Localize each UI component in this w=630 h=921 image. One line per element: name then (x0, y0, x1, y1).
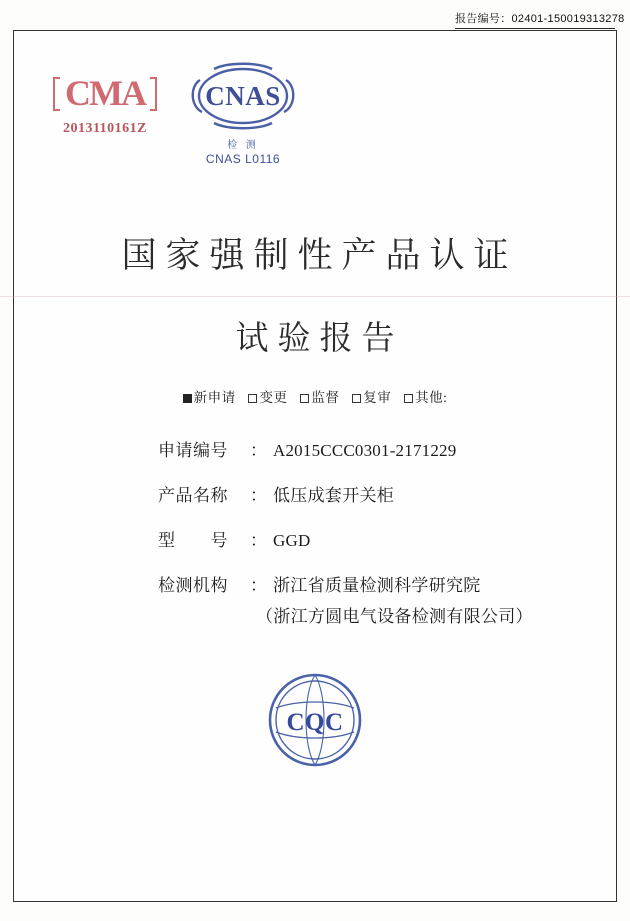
field-label: 产品名称 (158, 486, 228, 505)
application-type-option-4[interactable] (404, 386, 447, 406)
field-product-name (158, 481, 578, 506)
field-value: GGD (273, 531, 311, 550)
cma-logo-icon (65, 75, 145, 111)
report-number-label: 报告编号： (455, 13, 512, 25)
application-type-option-0[interactable] (183, 386, 236, 406)
cma-mark (45, 75, 165, 137)
field-value: 低压成套开关柜 (273, 486, 395, 505)
application-type-option-1[interactable] (248, 386, 287, 406)
document-subtitle: 试验报告 (235, 321, 404, 357)
cma-code: 2013110161Z (62, 121, 148, 136)
option-label: 变更 (259, 390, 288, 405)
field-testing-organization (158, 571, 578, 596)
cnas-id: CNAS L0116 (205, 152, 281, 166)
application-type-option-2[interactable] (300, 386, 339, 406)
field-value: 浙江省质量检测科学研究院 (273, 576, 481, 595)
checkbox-icon[interactable] (248, 394, 257, 403)
application-type-option-3[interactable] (352, 386, 391, 406)
option-label: 新申请 (193, 390, 236, 405)
checkbox-icon[interactable] (404, 394, 413, 403)
application-type-row (0, 386, 630, 406)
field-value: A2015CCC0301-2171229 (273, 441, 457, 460)
cnas-logo-icon (184, 60, 302, 138)
cnas-mark (178, 60, 308, 166)
svg-text:CQC: CQC (286, 709, 344, 736)
cnas-sub-text: 检 测 (227, 140, 259, 151)
cma-logo-text: CMA (65, 73, 145, 113)
field-label: 型 号 (158, 531, 228, 550)
document-title: 国家强制性产品认证 (121, 236, 518, 275)
scan-artifact-line (0, 296, 630, 297)
field-label: 检测机构 (158, 576, 228, 595)
option-label: 其他: (415, 390, 448, 405)
report-number (455, 10, 625, 29)
field-application-number (158, 436, 578, 461)
cma-bracket-right-icon (150, 77, 157, 111)
field-testing-organization-secondary: （浙江方圆电气设备检测有限公司） (256, 607, 533, 626)
cma-bracket-left-icon (53, 77, 60, 111)
option-label: 复审 (363, 390, 392, 405)
checkbox-icon[interactable] (300, 394, 309, 403)
field-colon: ： (250, 576, 267, 595)
field-colon: ： (250, 531, 267, 550)
field-model (158, 526, 578, 551)
fields-list (158, 436, 578, 627)
checkbox-icon[interactable] (183, 394, 192, 403)
svg-text:CNAS: CNAS (205, 81, 281, 111)
field-colon: ： (250, 441, 267, 460)
cqc-seal-icon (267, 672, 363, 768)
option-label: 监督 (311, 390, 340, 405)
report-number-value: 02401-150019313278 (511, 13, 625, 25)
field-colon: ： (250, 486, 267, 505)
field-label: 申请编号 (158, 441, 228, 460)
checkbox-icon[interactable] (352, 394, 361, 403)
